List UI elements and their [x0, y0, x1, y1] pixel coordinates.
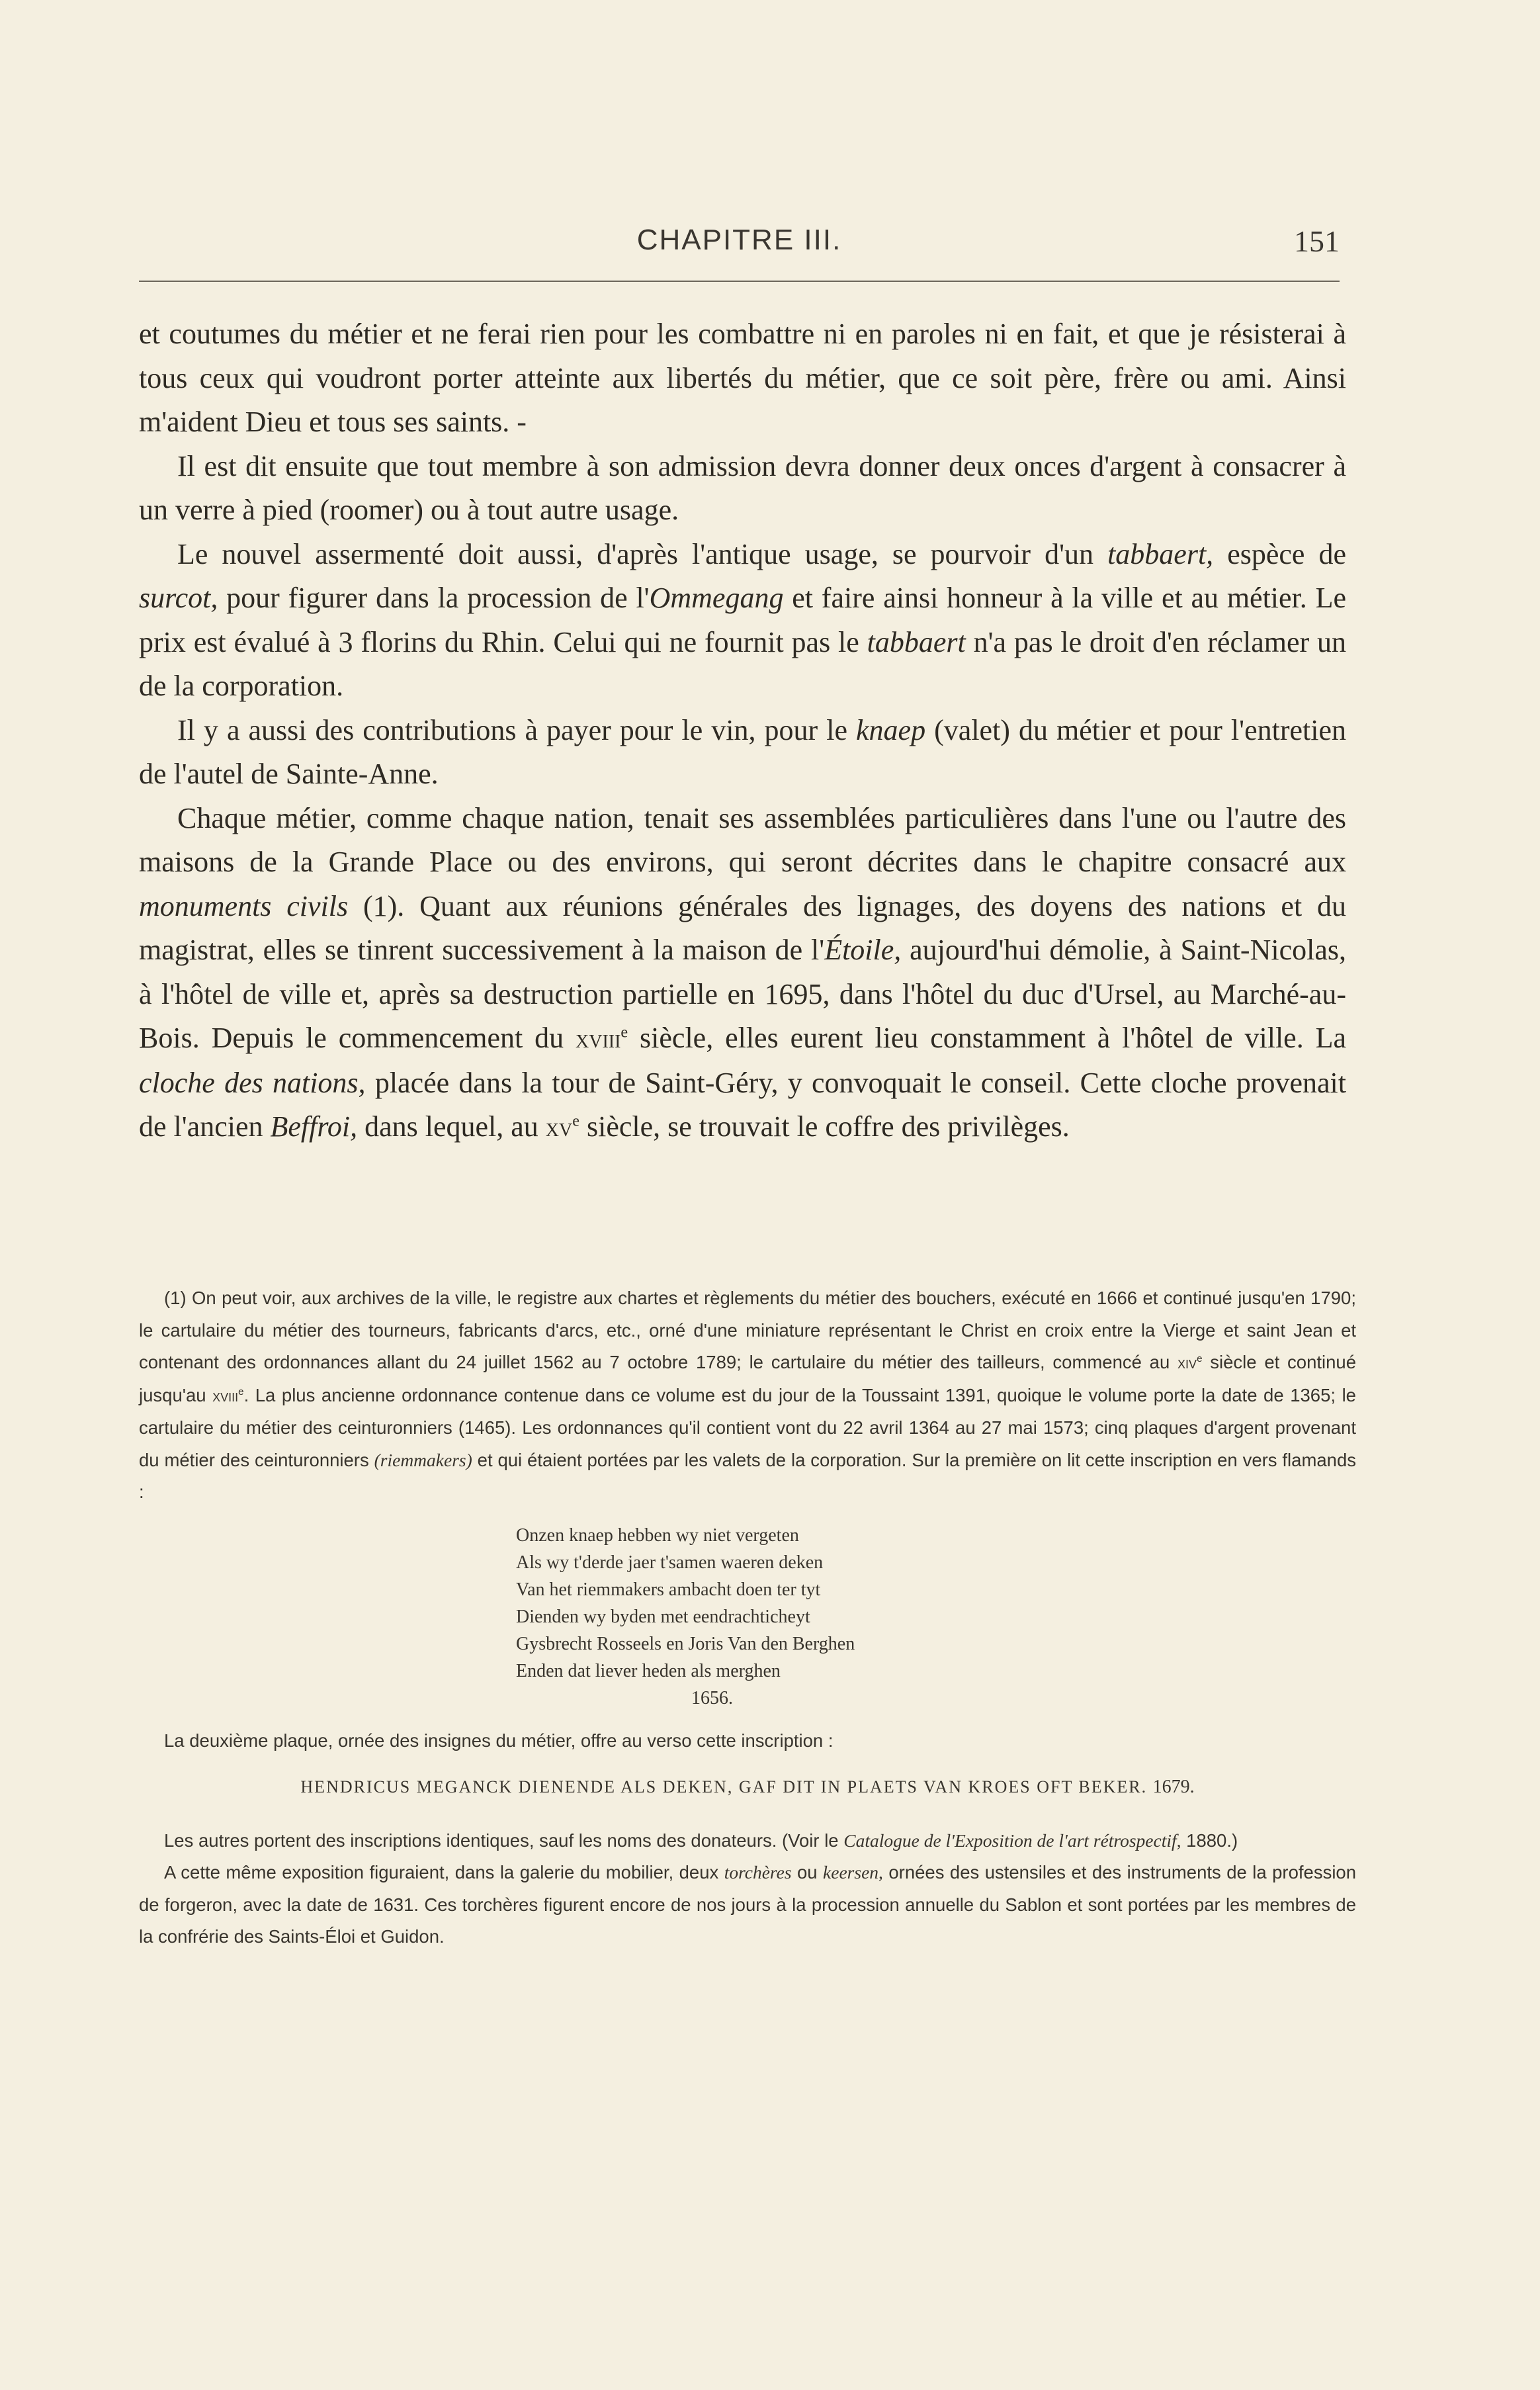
superscript: e: [238, 1386, 244, 1397]
text-run: siècle et continué jusqu'au: [139, 1352, 1356, 1405]
italic-term: (riemmakers): [374, 1449, 472, 1470]
text-run: Chaque métier, comme chaque nation, tenait ses assemblées particulières dans l'une ou l'autre des maisons de la Grande Place ou des environs, qui seront décrites dans le chapitre consacré aux: [139, 801, 1346, 878]
poem-line: Enden dat liever heden als merghen: [516, 1660, 781, 1681]
italic-term: monuments civils: [139, 889, 349, 922]
italic-term: tabbaert,: [1107, 537, 1214, 570]
roman-numeral: xv: [545, 1112, 573, 1142]
poem-line: Onzen knaep hebben wy niet vergeten: [516, 1525, 799, 1546]
text-run: pour figurer dans la procession de l': [218, 582, 650, 614]
text-run: (1). Quant aux réunions générales des lignages, des doyens des nations et du magistrat, elles se tinrent successivement à la maison de l': [139, 889, 1346, 966]
paragraph-1: [139, 312, 1346, 445]
running-header: [139, 218, 1340, 265]
text-run: dans lequel, au: [357, 1110, 546, 1143]
text-run: Le nouvel assermenté doit aussi, d'après l'antique usage, se pourvoir d'un: [177, 537, 1108, 570]
italic-term: knaep: [856, 713, 926, 746]
exposition-note: [139, 1857, 1356, 1953]
roman-numeral: xviii: [212, 1386, 239, 1405]
paragraph-2-text: Il est dit ensuite que tout membre à son admission devra donner deux onces d'argent à consacrer à un verre à pied (roomer) ou à tout autre usage.: [139, 449, 1346, 526]
text-run: aujourd'hui démolie, à Saint-Nicolas, à l'hôtel de ville et, après sa destruction partielle en 1695, dans l'hôtel du duc d'Ursel, au Marché-au-Bois. Depuis le commencement du: [139, 934, 1346, 1054]
text-run: 1880.): [1181, 1830, 1238, 1851]
second-plaque-note: La deuxième plaque, ornée des insignes du métier, offre au verso cette inscription :: [164, 1730, 834, 1751]
footnotes: [139, 1282, 1356, 1953]
main-text: [139, 312, 1346, 1150]
paragraph-4: [139, 709, 1346, 797]
italic-term: Ommegang: [649, 582, 784, 614]
poem-line: Gysbrecht Rosseels en Joris Van den Berghen: [516, 1633, 855, 1654]
header-rule: [139, 281, 1340, 282]
plaque-inscription: [139, 1771, 1356, 1804]
inscription-year: 1679.: [1152, 1777, 1195, 1797]
paragraph-2: [139, 445, 1346, 533]
text-run: placée dans la tour de Saint-Géry, y convoquait le conseil. Cette cloche provenait de l'ancien: [139, 1066, 1346, 1143]
italic-term: cloche des nations,: [139, 1066, 366, 1099]
roman-numeral: xiv: [1177, 1354, 1197, 1372]
poem-line: Als wy t'derde jaer t'samen waeren deken: [516, 1552, 824, 1573]
text-run: n'a pas le droit d'en réclamer un de la corporation.: [139, 625, 1346, 702]
inscription-text: HENDRICUS MEGANCK DIENENDE ALS DEKEN, GAF DIT IN PLAETS VAN KROES OFT BEKER.: [300, 1777, 1148, 1796]
superscript: e: [572, 1112, 579, 1130]
text-run: ou: [791, 1862, 824, 1882]
italic-term: surcot,: [139, 582, 218, 614]
italic-term: keersen,: [823, 1862, 883, 1882]
catalogue-title: Catalogue de l'Exposition de l'art rétrospectif,: [843, 1830, 1181, 1851]
poem-year: 1656.: [691, 1687, 733, 1708]
text-run: ornées des ustensiles et des instruments de la profession de forgeron, avec la date de 1631. Ces torchères figurent encore de nos jours à la procession annuelle du Sablon et sont portées par les membres de la confrérie des Saints-Éloi et Guidon.: [139, 1862, 1357, 1947]
text-run: et qui étaient portées par les valets de la corporation. Sur la première on lit cette inscription en vers flamands :: [139, 1449, 1356, 1502]
flemish-poem: [516, 1522, 1356, 1712]
italic-term: Beffroi,: [270, 1110, 358, 1143]
text-run: . La plus ancienne ordonnance contenue dans ce volume est du jour de la Toussaint 1391, quoique le volume porte la date de 1365; le cartulaire du métier des ceinturonniers (1465). Les ordonnances qu'il contient vont du 22 avril 1364 au 27 mai 1573; cinq plaques d'argent provenant du métier des ceinturonniers: [139, 1384, 1356, 1470]
italic-term: tabbaert: [867, 625, 966, 658]
text-run: Les autres portent des inscriptions identiques, sauf les noms des donateurs. (Voir le: [164, 1830, 844, 1851]
italic-term: torchères: [724, 1862, 792, 1882]
text-run: (valet) du métier et pour l'entretien de l'autel de Sainte-Anne.: [139, 713, 1346, 790]
page-number: 151: [1294, 224, 1340, 258]
paragraph-3: [139, 533, 1346, 709]
paragraph-1-text: et coutumes du métier et ne ferai rien pour les combattre ni en paroles ni en fait, et que je résisterai à tous ceux qui voudront porter atteinte aux libertés du métier, que ce soit père, frère ou ami. Ainsi m'aident Dieu et tous ses saints. -: [139, 318, 1346, 438]
roman-numeral: xviii: [576, 1024, 621, 1053]
text-run: (1) On peut voir, aux archives de la ville, le registre aux chartes et règlements du métier des bouchers, exécuté en 1666 et continué jusqu'en 1790; le cartulaire du métier des tourneurs, fabricants d'arcs, etc., orné d'une miniature représentant le Christ en croix entre la Vierge et saint Jean et contenant des ordonnances allant du 24 juillet 1562 au 7 octobre 1789; le cartulaire du métier des tailleurs, commencé au: [139, 1288, 1356, 1372]
paragraph-5: [139, 797, 1346, 1150]
chapter-title: CHAPITRE III.: [636, 224, 842, 256]
superscript: e: [1197, 1352, 1203, 1364]
other-plaques-note: [139, 1825, 1356, 1857]
text-run: siècle, elles eurent lieu constamment à l'hôtel de ville. La: [628, 1022, 1346, 1054]
text-run: et faire ainsi honneur à la ville et au métier. Le prix est évalué à 3 florins du Rhin. Celui qui ne fournit pas le: [139, 582, 1346, 658]
poem-line: Van het riemmakers ambacht doen ter tyt: [516, 1579, 821, 1600]
italic-term: Étoile,: [824, 934, 902, 966]
poem-line: Dienden wy byden met eendrachticheyt: [516, 1606, 810, 1627]
text-run: Il y a aussi des contributions à payer pour le vin, pour le: [177, 713, 857, 746]
superscript: e: [620, 1023, 628, 1041]
text-run: A cette même exposition figuraient, dans la galerie du mobilier, deux: [164, 1862, 724, 1882]
footnote-1: [139, 1282, 1356, 1509]
text-run: espèce de: [1213, 537, 1346, 570]
text-run: siècle, se trouvait le coffre des privilèges.: [579, 1110, 1070, 1143]
